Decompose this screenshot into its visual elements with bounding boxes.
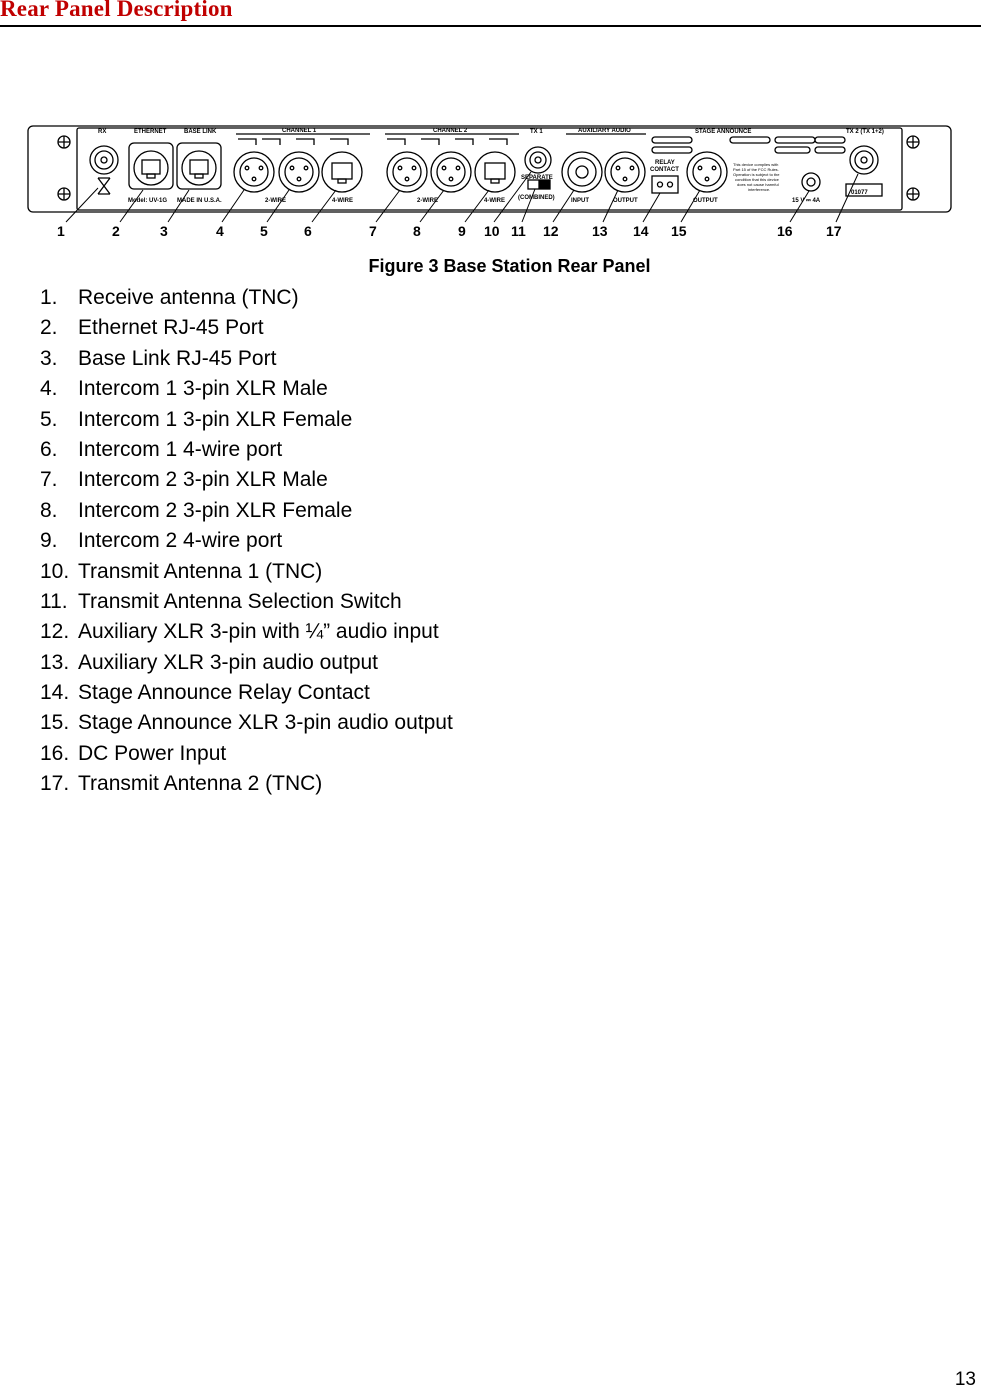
callout-number: 4 (216, 223, 224, 239)
callout-number: 3 (160, 223, 168, 239)
callout-number: 14 (633, 223, 649, 239)
item-text: Auxiliary XLR 3-pin with ¼” audio input (78, 620, 439, 644)
panel-label-2wire-2: 2-WIRE (417, 198, 438, 204)
item-number: 1. (40, 286, 58, 309)
ethernet-rj45-icon (129, 143, 173, 189)
item-number: 8. (40, 498, 58, 522)
panel-label-made-in: MADE IN U.S.A. (177, 198, 222, 204)
item-text: Ethernet RJ-45 Port (78, 316, 264, 340)
callout-number: 1 (57, 223, 65, 239)
callout-number: 7 (369, 223, 377, 239)
rear-panel-figure (0, 120, 981, 250)
ch2-xlr-female-icon (431, 152, 471, 192)
callout-number: 15 (671, 223, 687, 239)
panel-label-serial: 01077 (851, 190, 868, 196)
panel-label-ethernet: ETHERNET (134, 129, 167, 135)
ch1-4wire-port-icon (322, 152, 362, 192)
fcc-line: condition that this device (735, 177, 779, 182)
ch2-xlr-male-icon (387, 152, 427, 192)
list-item (40, 739, 453, 769)
item-text: Receive antenna (TNC) (78, 286, 299, 309)
rx-tnc-connector-icon (90, 146, 118, 194)
list-item (40, 557, 453, 587)
list-item (40, 313, 453, 343)
list-item (40, 283, 453, 313)
list-item (40, 617, 453, 647)
tx1-tnc-connector-icon (525, 147, 551, 173)
aux-combo-input-icon (562, 152, 602, 192)
list-item (40, 405, 453, 435)
panel-label-relay: RELAY (655, 160, 675, 166)
vent-slots-icon (652, 137, 845, 153)
item-number: 12. (40, 620, 70, 644)
item-number: 9. (40, 529, 58, 553)
callout-number: 10 (484, 223, 500, 239)
stage-xlr-output-icon (687, 152, 727, 192)
fcc-line: This device complies with (733, 162, 779, 167)
callout-number: 13 (592, 223, 608, 239)
item-number: 16. (40, 741, 70, 765)
panel-label-tx2: TX 2 (TX 1+2) (846, 129, 884, 135)
item-number: 4. (40, 377, 58, 401)
list-item (40, 526, 453, 556)
mounting-hole-icon (58, 188, 70, 200)
panel-label-power: 15 V ⎓ 4A (792, 198, 821, 204)
ch1-xlr-male-icon (234, 152, 274, 192)
item-number: 17. (40, 772, 70, 796)
ch2-4wire-port-icon (475, 152, 515, 192)
callout-number: 5 (260, 223, 268, 239)
base-link-rj45-icon (177, 143, 221, 189)
item-text: Auxiliary XLR 3-pin audio output (78, 650, 379, 674)
panel-label-separate: SEPARATE (521, 175, 553, 181)
callout-number: 16 (777, 223, 793, 239)
panel-label-contact: CONTACT (650, 167, 679, 173)
page-number: 13 (954, 1369, 976, 1390)
panel-label-output-stage: OUTPUT (693, 198, 718, 204)
item-text: Intercom 2 3-pin XLR Male (78, 468, 328, 492)
panel-label-aux-audio: AUXILIARY AUDIO (578, 128, 631, 134)
rear-panel-drawing (0, 120, 981, 250)
item-text: Base Link RJ-45 Port (78, 346, 277, 370)
fcc-line: interference. (748, 187, 771, 192)
callout-number: 2 (112, 223, 120, 239)
panel-label-4wire-1: 4-WIRE (332, 198, 353, 204)
list-item (40, 648, 453, 678)
panel-label-channel2: CHANNEL 2 (433, 128, 468, 134)
ch1-xlr-female-icon (279, 152, 319, 192)
aux-xlr-output-icon (605, 152, 645, 192)
item-text: Intercom 1 3-pin XLR Male (78, 377, 328, 401)
item-text: Stage Announce Relay Contact (78, 681, 370, 705)
mounting-hole-icon (58, 136, 70, 148)
panel-label-channel1: CHANNEL 1 (282, 128, 317, 134)
panel-label-input: INPUT (571, 198, 589, 204)
mounting-hole-icon (907, 136, 919, 148)
item-number: 11. (40, 589, 68, 613)
item-number: 3. (40, 346, 58, 370)
item-number: 15. (40, 711, 70, 735)
list-item (40, 769, 453, 799)
list-item (40, 435, 453, 465)
tx2-tnc-connector-icon (850, 146, 878, 174)
fcc-line: does not cause harmful (737, 182, 779, 187)
panel-label-output-aux: OUTPUT (613, 198, 638, 204)
item-text: Intercom 2 3-pin XLR Female (78, 498, 353, 522)
rear-panel-items-list (40, 283, 453, 800)
fcc-line: Part 15 of the FCC Rules. (733, 167, 779, 172)
item-text: Stage Announce XLR 3-pin audio output (78, 711, 453, 735)
item-text: Intercom 2 4-wire port (78, 529, 283, 553)
title-rule (0, 25, 981, 27)
callout-number: 8 (413, 223, 421, 239)
item-number: 13. (40, 650, 70, 674)
panel-label-2wire-1: 2-WIRE (265, 198, 286, 204)
list-item (40, 678, 453, 708)
panel-label-4wire-2: 4-WIRE (484, 198, 505, 204)
list-item (40, 708, 453, 738)
item-text: Transmit Antenna 2 (TNC) (78, 772, 323, 796)
relay-contact-icon (652, 176, 678, 193)
item-number: 5. (40, 407, 58, 431)
item-text: DC Power Input (78, 741, 227, 765)
item-number: 6. (40, 437, 58, 461)
list-item (40, 344, 453, 374)
section-title: Rear Panel Description (0, 0, 233, 21)
dc-power-jack-icon (802, 173, 820, 191)
item-text: Transmit Antenna 1 (TNC) (78, 559, 323, 583)
callout-number: 17 (826, 223, 842, 239)
item-text: Intercom 1 4-wire port (78, 437, 283, 461)
panel-label-stage-announce: STAGE ANNOUNCE (695, 129, 752, 135)
item-number: 2. (40, 316, 58, 340)
item-number: 10. (40, 559, 70, 583)
fcc-line: Operation is subject to the (733, 172, 780, 177)
item-number: 14. (40, 681, 70, 705)
callout-number: 9 (458, 223, 466, 239)
list-item (40, 496, 453, 526)
panel-label-tx1: TX 1 (530, 129, 543, 135)
mounting-hole-icon (907, 188, 919, 200)
callout-number: 6 (304, 223, 312, 239)
item-text: Intercom 1 3-pin XLR Female (78, 407, 353, 431)
figure-caption: Figure 3 Base Station Rear Panel (368, 256, 651, 276)
list-item (40, 465, 453, 495)
list-item (40, 374, 453, 404)
panel-label-base-link: BASE LINK (184, 129, 217, 135)
callout-number: 12 (543, 223, 559, 239)
panel-label-combined: (COMBINED) (518, 195, 555, 201)
panel-label-rx: RX (98, 129, 107, 135)
panel-label-model: Model: UV-1G (128, 198, 168, 204)
antenna-selection-switch-icon (528, 180, 550, 189)
callout-number: 11 (511, 223, 526, 239)
item-text: Transmit Antenna Selection Switch (78, 589, 402, 613)
list-item (40, 587, 453, 617)
item-number: 7. (40, 468, 58, 492)
